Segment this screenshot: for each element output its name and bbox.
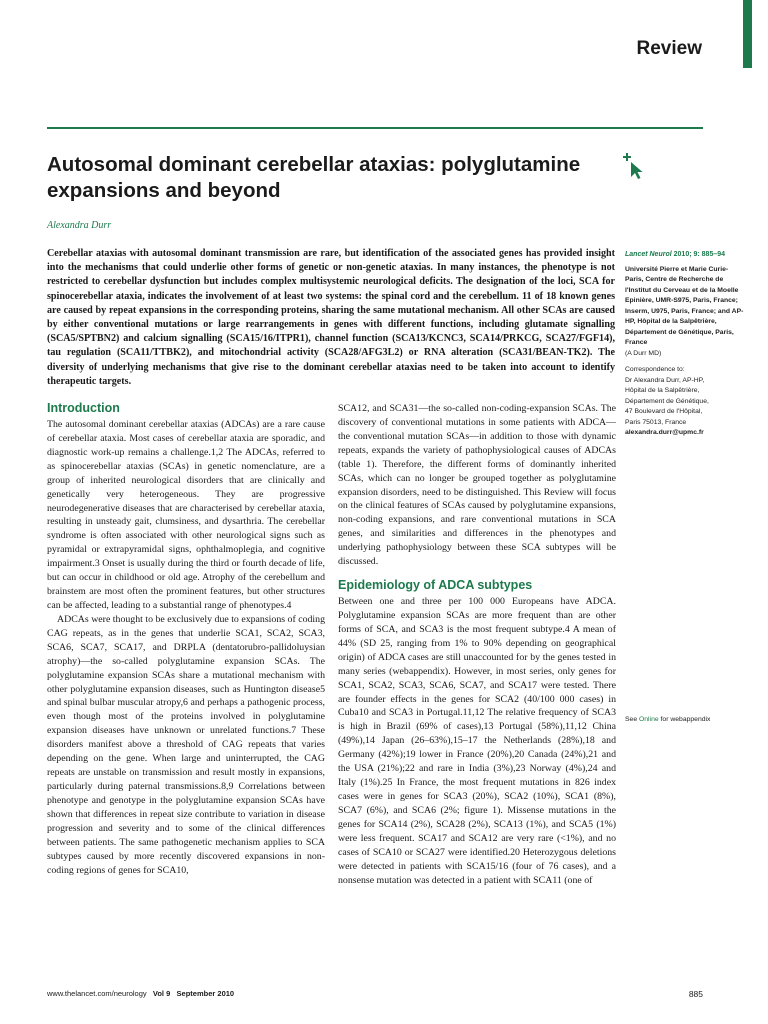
correspondence-address-3: 47 Boulevard de l'Hôpital,	[625, 408, 703, 415]
correspondence-label: Correspondence to:	[625, 366, 685, 373]
see-prefix: See	[625, 716, 638, 723]
abstract: Cerebellar ataxias with autosomal dominant transmission are rare, but identification of the associated genes has provided insight into the mechanisms that could underlie other forms of genetic or non-genetic ataxias. In many instances, the phenotype is not restricted to cerebellar dysfunction but includes complex multisystemic neurological deficits. The designation of the loci, SCA for spinocerebellar ataxia, indicates the involvement of at least two systems: the spinal cord and the cerebellum. 11 of 18 known genes are caused by repeat expansions in the corresponding proteins, sharing the same mutational mechanism. All other SCAs are caused by either conventional mutations or large rearrangements in genes with different functions, including glutamate signalling (SCA5/SPTBN2) and calcium signalling (SCA15/16/ITPR1), channel function (SCA13/KCNC3, SCA14/PRKCG, SCA27/FGF14), tau regulation (SCA11/TTBK2), and mitochondrial activity (SCA28/AFG3L2) or RNA alteration (SCA31/BEAN-TK2). The diversity of underlying mechanisms that give rise to the dominant cerebellar ataxias need to be taken into account to identify therapeutic targets.	[47, 248, 615, 387]
journal-citation	[625, 250, 745, 261]
author-name: Alexandra Durr	[47, 220, 112, 231]
correspondence-address-2: Département de Génétique,	[625, 397, 709, 405]
journal-name: Lancet Neurol	[625, 251, 672, 258]
affiliation-person: (A Durr MD)	[625, 349, 662, 357]
footer-volume: Vol 9	[152, 989, 171, 998]
footer-date: September 2010	[176, 989, 235, 998]
intro-paragraph-1: The autosomal dominant cerebellar ataxias (ADCAs) are a rare cause of cerebellar ataxia. Most cases of cerebellar ataxia are sporadic, and diagnostic work-up remains a challenge.1,2 The ADCAs, referred to as spinocerebellar ataxias (SCAs) in genetic nomenclature, are a group of inherited neurological disorders that are clinically and genetically very heterogeneous. They are progressive neurodegenerative diseases that are characterised by cerebellar ataxia, resulting in unsteady gait, clumsiness, and dysarthria. The cerebellar syndrome is often associated with other neurological signs such as pyramidal or extrapyramidal signs, ophthalmoplegia, and cognitive impairment.3 Onset is usually during the third or fourth decade of life, but can occur in childhood or old age. Atrophy of the cerebellum and brainstem are most often the prominent features, but other structures can be affected, leading to a substantial range of phenotypes.4	[47, 419, 325, 611]
epi-paragraph-1: Between one and three per 100 000 Europeans have ADCA. Polyglutamine expansion SCAs are more frequent than are other forms of SCA, and SCA3 is the most frequent subtype.4 A mean of 44% (SD 25, ranging from 1% to 90% depending on geographical origin) of ADCA cases are still unaccounted for by the genes tested in many series (webappendix). However, in most series, only genes for SCA1, SCA2, SCA3, SCA6, SCA7, and SCA17 were tested. There are founder effects in the genes for SCA2 (40/100 000 cases) in Cuba10 and SCA3 in Portugal.11,12 The relative frequency of SCA3 is high in Brazil (69% of cases),13 Portugal (58%),11,12 China (49%),14 Japan (26–63%),15–17 the Netherlands (28%),18 and Germany (42%);19 lower in France (20%),20 Canada (24%),21 and the USA (21%);22 and rare in India (3%),23 Norway (4%),24 and Italy (1%).25 In France, the most frequent mutations in 826 index cases were in genes for SCA3 (20%), SCA2 (10%), SCA1 (8%), SCA7 (6%), and SCA6 (2%; figure 1). Missense mutations in the genes for SCA14 (2%), SCA28 (2%), SCA13 (1%), and SCA5 (1%) were less frequent. SCA17 and SCA12 are very rare (<1%), and no cases of SCA10 or SCA27 were identified.20 Heterozygous deletions were detected in patients with SCA15/16 (four of 76 cases), and a nonsense mutation was detected in a patient with SCA11 (one of	[338, 596, 616, 886]
heading-epidemiology: Epidemiology of ADCA subtypes	[338, 578, 533, 593]
correspondence-address-1: Hôpital de la Salpêtrière,	[625, 387, 700, 394]
online-link[interactable]: Online	[638, 716, 659, 723]
header-rule	[47, 127, 703, 129]
sidebar-citation-block	[625, 250, 745, 439]
correspondence-email[interactable]: alexandra.durr@upmc.fr	[625, 429, 704, 436]
sidebar-webappendix-note	[625, 715, 745, 726]
correspondence-address-4: Paris 75013, France	[625, 418, 687, 426]
article-title: Autosomal dominant cerebellar ataxias: polyglutamine expansions and beyond	[47, 153, 581, 202]
body-column-right	[338, 402, 616, 887]
body-column-left	[47, 400, 325, 877]
intro-paragraph-3: SCA12, and SCA31—the so-called non-coding-expansion SCAs. The discovery of conventional mutations in some patients with ADCA—the conventional mutation SCAs—in addition to those with dynamic repeats, expands the variety of pathophysiological causes of ADCAs (table 1). Therefore, the different forms of dominantly inherited SCAs, which can no longer be grouped together as polyglutamine expansion disorders, need to be distinguished. This Review will focus on the clinical features of SCAs caused by polyglutamine expansions, non-coding expansions, and rare conventional mutations in SCA genes, and similarities and differences in the phenotypes and underlying pathophysiology between these SCA subtypes will be discussed.	[338, 403, 616, 568]
section-color-tab	[743, 0, 752, 68]
footer-url[interactable]: www.thelancet.com/neurology	[47, 989, 147, 998]
crossmark-icon[interactable]	[618, 150, 648, 180]
correspondence-name: Dr Alexandra Durr, AP-HP,	[625, 376, 705, 384]
intro-paragraph-2: ADCAs were thought to be exclusively due to expansions of coding CAG repeats, as in the genes that underlie SCA1, SCA2, SCA3, SCA6, SCA7, SCA17, and DRPLA (dentatorubro-pallidoluysian atrophy)—the so-called polyglutamine expansion SCAs. The polyglutamine expansion SCAs share a mutational mechanism with other polyglutamine expansion diseases, such as Huntington disease5 and spinal bulbar muscular atropy,6 and perhaps a pathogenic process, even though most of the proteins involved in polyglutamine expansion diseases have unknown or unrelated functions.7 These disorders manifest above a threshold of CAG repeats that varies depending on the gene. When large and uninterrupted, the CAG repeats are unstable on transmission and result mostly in expansions, particularly during paternal transmissions.8,9 Correlations between phenotype and genotype in the polyglutamine expansion SCAs have shown that differences in repeat size contribute to variation in disease progression and severity and to some of the clinical differences between patients. The same pathogenetic mechanism applies to SCA subtypes caused by more recently discovered expansions in non-coding regions of genes for SCA10,	[47, 613, 325, 876]
section-label: Review	[636, 38, 702, 59]
footer-journal-info	[47, 989, 234, 998]
citation-vol-pages: 2010; 9: 885–94	[673, 251, 726, 258]
page-number: 885	[688, 989, 703, 999]
heading-introduction: Introduction	[47, 401, 120, 415]
see-suffix: for webappendix	[660, 716, 711, 723]
affiliation: Université Pierre et Marie Curie-Paris, Centre de Recherche de l'Institut du Cerveau et de la Moelle Epinière, UMR-S975, Paris, France; Inserm, U975, Paris, France; and AP-HP, Hôpital de la Salpêtrière, Département de Génétique, Paris, France	[625, 265, 744, 346]
